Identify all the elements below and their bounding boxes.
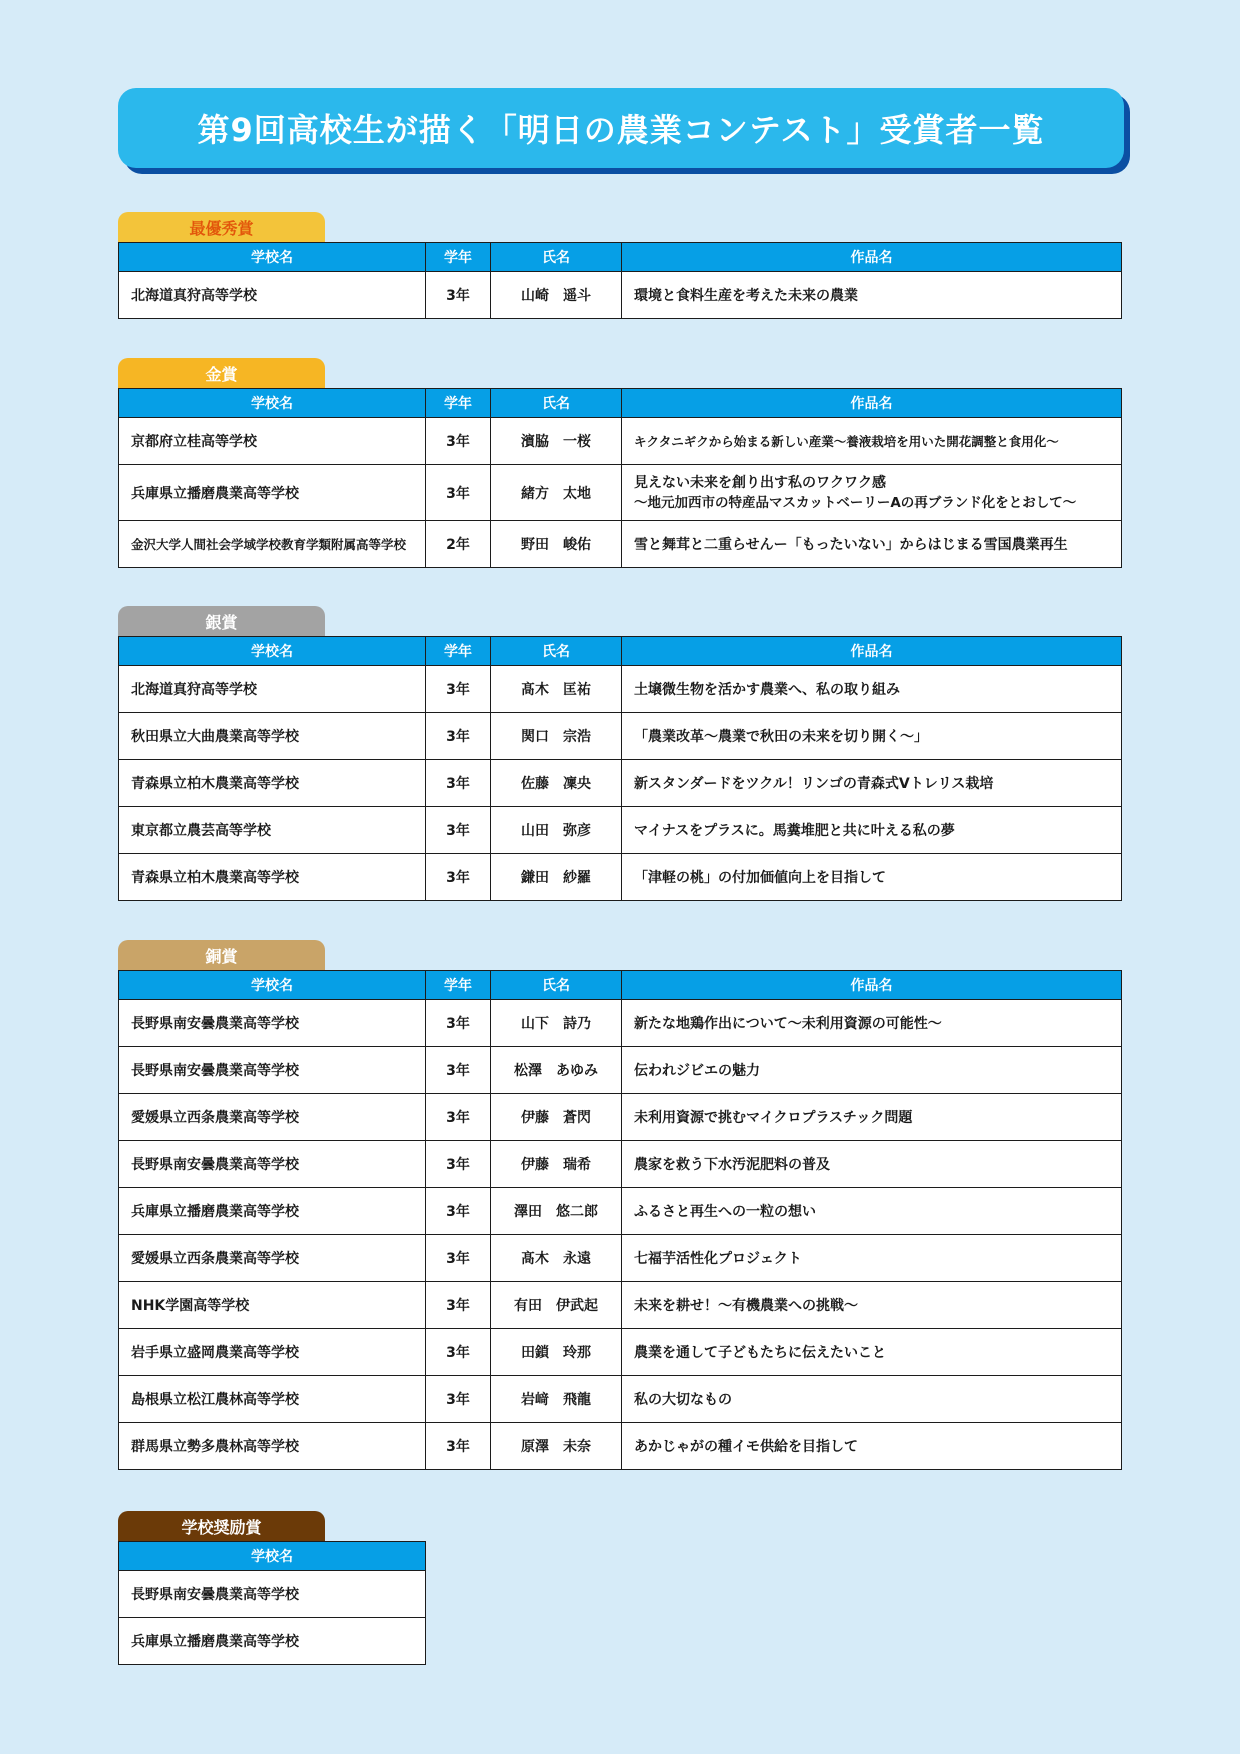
header-grade: 学年 xyxy=(426,389,491,418)
header-school: 学校名 xyxy=(119,243,426,272)
title-banner xyxy=(118,88,1124,168)
header-work: 作品名 xyxy=(622,637,1122,666)
section-bronze xyxy=(118,940,1122,1470)
table-header xyxy=(119,1542,426,1571)
name-cell: 野田 峻佑 xyxy=(491,521,622,568)
section-school-award xyxy=(118,1511,426,1665)
work-cell: 農家を救う下水汚泥肥料の普及 xyxy=(622,1141,1122,1188)
grade-cell: 3年 xyxy=(426,272,491,319)
school-cell: 東京都立農芸高等学校 xyxy=(119,807,426,854)
work-cell: 伝われジビエの魅力 xyxy=(622,1047,1122,1094)
table-row xyxy=(119,418,1122,465)
school-cell: 北海道真狩高等学校 xyxy=(119,666,426,713)
table-row xyxy=(119,1094,1122,1141)
table-row xyxy=(119,1235,1122,1282)
section-label: 銅賞 xyxy=(118,940,325,970)
work-cell: 土壌微生物を活かす農業へ、私の取り組み xyxy=(622,666,1122,713)
header-school: 学校名 xyxy=(119,971,426,1000)
name-cell: 山田 弥彦 xyxy=(491,807,622,854)
grade-cell: 3年 xyxy=(426,854,491,901)
table-row xyxy=(119,807,1122,854)
section-label: 最優秀賞 xyxy=(118,212,325,242)
grade-cell: 3年 xyxy=(426,418,491,465)
school-cell: 兵庫県立播磨農業高等学校 xyxy=(119,1618,426,1665)
work-line-2: ～地元加西市の特産品マスカットベーリーAの再ブランド化をとおして～ xyxy=(634,494,1077,511)
header-work: 作品名 xyxy=(622,243,1122,272)
grade-cell: 2年 xyxy=(426,521,491,568)
school-cell: 島根県立松江農林高等学校 xyxy=(119,1376,426,1423)
section-gold xyxy=(118,358,1122,568)
award-table xyxy=(118,388,1122,568)
table-row xyxy=(119,1188,1122,1235)
work-cell: あかじゃがの種イモ供給を目指して xyxy=(622,1423,1122,1470)
work-cell: 「農業改革～農業で秋田の未来を切り開く～」 xyxy=(622,713,1122,760)
work-cell: 「津軽の桃」の付加価値向上を目指して xyxy=(622,854,1122,901)
header-work: 作品名 xyxy=(622,971,1122,1000)
header-school: 学校名 xyxy=(119,1542,426,1571)
header-work: 作品名 xyxy=(622,389,1122,418)
grade-cell: 3年 xyxy=(426,807,491,854)
table-row xyxy=(119,1329,1122,1376)
school-cell: 愛媛県立西条農業高等学校 xyxy=(119,1235,426,1282)
work-cell: マイナスをプラスに。馬糞堆肥と共に叶える私の夢 xyxy=(622,807,1122,854)
grade-cell: 3年 xyxy=(426,1141,491,1188)
table-row xyxy=(119,1282,1122,1329)
section-silver xyxy=(118,606,1122,901)
work-cell xyxy=(622,465,1122,521)
school-cell: 青森県立柏木農業高等学校 xyxy=(119,854,426,901)
name-cell: 伊藤 蒼閃 xyxy=(491,1094,622,1141)
school-cell: 愛媛県立西条農業高等学校 xyxy=(119,1094,426,1141)
header-name: 氏名 xyxy=(491,243,622,272)
school-cell: 長野県南安曇農業高等学校 xyxy=(119,1141,426,1188)
award-table xyxy=(118,636,1122,901)
name-cell: 緒方 太地 xyxy=(491,465,622,521)
table-row xyxy=(119,465,1122,521)
grade-cell: 3年 xyxy=(426,1423,491,1470)
table-row xyxy=(119,272,1122,319)
grade-cell: 3年 xyxy=(426,1000,491,1047)
name-cell: 伊藤 瑞希 xyxy=(491,1141,622,1188)
grade-cell: 3年 xyxy=(426,1235,491,1282)
grade-cell: 3年 xyxy=(426,1282,491,1329)
grade-cell: 3年 xyxy=(426,1329,491,1376)
school-cell: 秋田県立大曲農業高等学校 xyxy=(119,713,426,760)
award-table xyxy=(118,1541,426,1665)
table-header xyxy=(119,243,1122,272)
table-header xyxy=(119,637,1122,666)
work-cell: 農業を通して子どもたちに伝えたいこと xyxy=(622,1329,1122,1376)
school-cell: 兵庫県立播磨農業高等学校 xyxy=(119,1188,426,1235)
section-label: 銀賞 xyxy=(118,606,325,636)
name-cell: 岩﨑 飛龍 xyxy=(491,1376,622,1423)
name-cell: 澤田 悠二郎 xyxy=(491,1188,622,1235)
work-line-1: 見えない未来を創り出す私のワクワク感 xyxy=(634,474,886,491)
work-cell: 未利用資源で挑むマイクロプラスチック問題 xyxy=(622,1094,1122,1141)
table-row xyxy=(119,760,1122,807)
name-cell: 髙木 永遠 xyxy=(491,1235,622,1282)
work-cell: 環境と食料生産を考えた未来の農業 xyxy=(622,272,1122,319)
header-grade: 学年 xyxy=(426,637,491,666)
school-cell: 金沢大学人間社会学域学校教育学類附属高等学校 xyxy=(119,521,426,568)
school-cell: 兵庫県立播磨農業高等学校 xyxy=(119,465,426,521)
grade-cell: 3年 xyxy=(426,465,491,521)
work-cell: 雪と舞茸と二重らせんー「もったいない」からはじまる雪国農業再生 xyxy=(622,521,1122,568)
table-row xyxy=(119,521,1122,568)
table-row xyxy=(119,713,1122,760)
name-cell: 髙木 匡祐 xyxy=(491,666,622,713)
table-row xyxy=(119,1423,1122,1470)
table-row xyxy=(119,1376,1122,1423)
school-cell: 京都府立桂高等学校 xyxy=(119,418,426,465)
table-row xyxy=(119,1618,426,1665)
school-cell: 群馬県立勢多農林高等学校 xyxy=(119,1423,426,1470)
name-cell: 山崎 遥斗 xyxy=(491,272,622,319)
table-row xyxy=(119,1141,1122,1188)
page-title: 第9回高校生が描く「明日の農業コンテスト」受賞者一覧 xyxy=(118,88,1124,168)
table-header xyxy=(119,971,1122,1000)
work-cell: 七福芋活性化プロジェクト xyxy=(622,1235,1122,1282)
header-grade: 学年 xyxy=(426,243,491,272)
grade-cell: 3年 xyxy=(426,1188,491,1235)
name-cell: 関口 宗浩 xyxy=(491,713,622,760)
work-cell: ふるさと再生への一粒の想い xyxy=(622,1188,1122,1235)
name-cell: 佐藤 凜央 xyxy=(491,760,622,807)
table-row xyxy=(119,1571,426,1618)
school-cell: 長野県南安曇農業高等学校 xyxy=(119,1571,426,1618)
section-grand-prize xyxy=(118,212,1122,319)
table-row xyxy=(119,1047,1122,1094)
section-label: 学校奨励賞 xyxy=(118,1511,325,1541)
award-table xyxy=(118,970,1122,1470)
name-cell: 鎌田 紗羅 xyxy=(491,854,622,901)
table-row xyxy=(119,1000,1122,1047)
school-cell: 長野県南安曇農業高等学校 xyxy=(119,1000,426,1047)
table-row xyxy=(119,854,1122,901)
header-name: 氏名 xyxy=(491,971,622,1000)
grade-cell: 3年 xyxy=(426,760,491,807)
grade-cell: 3年 xyxy=(426,1094,491,1141)
school-cell: NHK学園高等学校 xyxy=(119,1282,426,1329)
work-cell: 新スタンダードをツクル！リンゴの青森式Vトレリス栽培 xyxy=(622,760,1122,807)
header-name: 氏名 xyxy=(491,389,622,418)
work-cell: キクタニギクから始まる新しい産業～養液栽培を用いた開花調整と食用化～ xyxy=(622,418,1122,465)
name-cell: 原澤 未奈 xyxy=(491,1423,622,1470)
school-cell: 岩手県立盛岡農業高等学校 xyxy=(119,1329,426,1376)
grade-cell: 3年 xyxy=(426,1047,491,1094)
table-row xyxy=(119,666,1122,713)
header-school: 学校名 xyxy=(119,389,426,418)
work-cell: 新たな地鶏作出について～未利用資源の可能性～ xyxy=(622,1000,1122,1047)
name-cell: 山下 詩乃 xyxy=(491,1000,622,1047)
grade-cell: 3年 xyxy=(426,666,491,713)
name-cell: 松澤 あゆみ xyxy=(491,1047,622,1094)
work-cell: 未来を耕せ！～有機農業への挑戦～ xyxy=(622,1282,1122,1329)
section-label: 金賞 xyxy=(118,358,325,388)
name-cell: 濱脇 一桜 xyxy=(491,418,622,465)
award-table xyxy=(118,242,1122,319)
grade-cell: 3年 xyxy=(426,713,491,760)
grade-cell: 3年 xyxy=(426,1376,491,1423)
name-cell: 有田 伊武起 xyxy=(491,1282,622,1329)
header-grade: 学年 xyxy=(426,971,491,1000)
work-cell: 私の大切なもの xyxy=(622,1376,1122,1423)
header-name: 氏名 xyxy=(491,637,622,666)
header-school: 学校名 xyxy=(119,637,426,666)
name-cell: 田鎖 玲那 xyxy=(491,1329,622,1376)
table-header xyxy=(119,389,1122,418)
school-cell: 北海道真狩高等学校 xyxy=(119,272,426,319)
school-cell: 長野県南安曇農業高等学校 xyxy=(119,1047,426,1094)
school-cell: 青森県立柏木農業高等学校 xyxy=(119,760,426,807)
